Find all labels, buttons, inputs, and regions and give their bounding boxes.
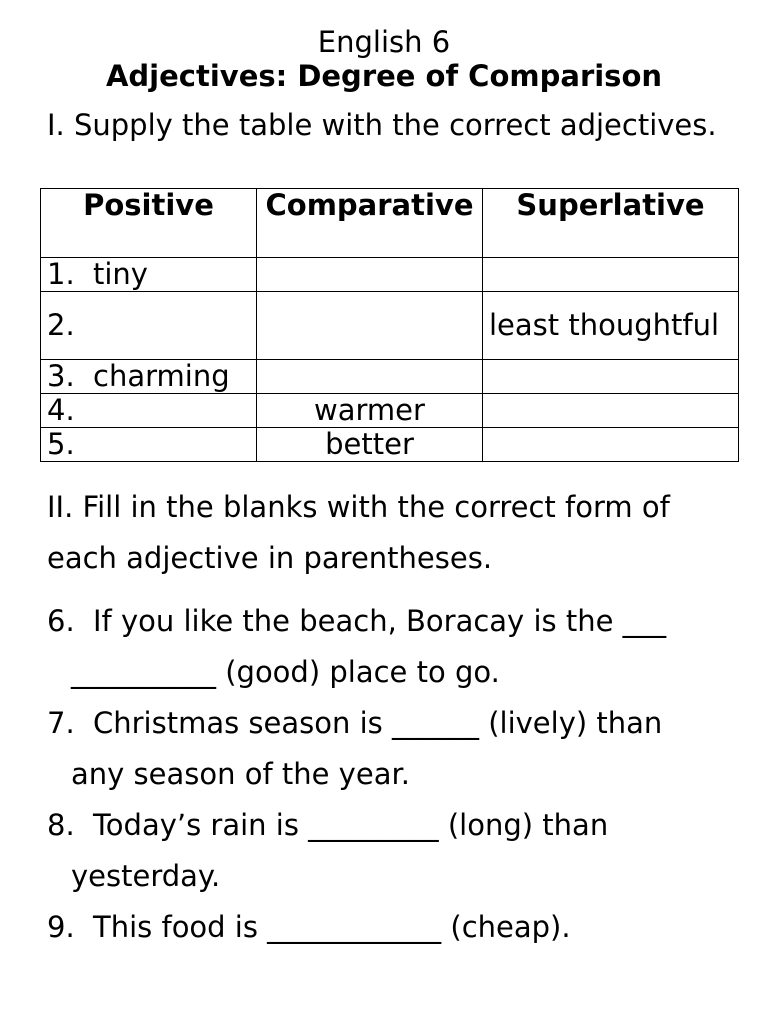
worksheet-title: Adjectives: Degree of Comparison <box>105 59 663 93</box>
table-row <box>41 258 739 292</box>
cell-comparative[interactable] <box>257 360 483 394</box>
cell-superlative[interactable] <box>483 258 739 292</box>
row-number: 3. <box>47 359 75 393</box>
cell-positive[interactable] <box>41 394 257 428</box>
row-number: 5. <box>47 427 75 461</box>
list-item <box>47 800 747 902</box>
item-number: 9. <box>47 910 75 944</box>
header-positive: Positive <box>41 189 257 258</box>
comparison-table <box>40 188 739 462</box>
cell-comparative[interactable] <box>257 258 483 292</box>
header-superlative: Superlative <box>483 189 739 258</box>
cell-positive[interactable] <box>41 258 257 292</box>
row-number: 2. <box>47 308 75 342</box>
item-continuation[interactable]: __________ (good) place to go. <box>71 655 500 689</box>
list-item <box>47 596 747 698</box>
header-comparative: Comparative <box>257 189 483 258</box>
item-text[interactable]: Christmas season is ______ (lively) than <box>93 706 663 740</box>
positive-value: tiny <box>93 257 148 291</box>
cell-comparative[interactable]: warmer <box>257 394 483 428</box>
cell-superlative[interactable] <box>483 360 739 394</box>
item-continuation: yesterday. <box>71 859 221 893</box>
row-number: 1. <box>47 257 75 291</box>
cell-superlative[interactable] <box>483 428 739 462</box>
item-continuation: any season of the year. <box>71 757 410 791</box>
cell-superlative[interactable]: least thoughtful <box>483 292 739 360</box>
table-row <box>41 292 739 360</box>
table-row <box>41 428 739 462</box>
item-number: 6. <box>47 604 75 638</box>
table-row <box>41 360 739 394</box>
course-title: English 6 <box>317 25 451 59</box>
cell-positive[interactable] <box>41 292 257 360</box>
cell-superlative[interactable] <box>483 394 739 428</box>
part2-instruction: II. Fill in the blanks with the correct form of each adjective in parentheses. <box>47 490 670 575</box>
item-text[interactable]: If you like the beach, Boracay is the ___ <box>93 604 667 638</box>
table-row <box>41 394 739 428</box>
item-number: 8. <box>47 808 75 842</box>
cell-comparative[interactable]: better <box>257 428 483 462</box>
item-text[interactable]: This food is ____________ (cheap). <box>93 910 571 944</box>
fill-in-items <box>47 596 747 953</box>
item-text[interactable]: Today’s rain is _________ (long) than <box>93 808 609 842</box>
item-number: 7. <box>47 706 75 740</box>
list-item <box>47 698 747 800</box>
positive-value: charming <box>93 359 230 393</box>
row-number: 4. <box>47 393 75 427</box>
part1-instruction: I. Supply the table with the correct adjectives. <box>47 108 717 142</box>
cell-comparative[interactable] <box>257 292 483 360</box>
cell-positive[interactable] <box>41 360 257 394</box>
table-header-row <box>41 189 739 258</box>
list-item <box>47 902 747 953</box>
cell-positive[interactable] <box>41 428 257 462</box>
